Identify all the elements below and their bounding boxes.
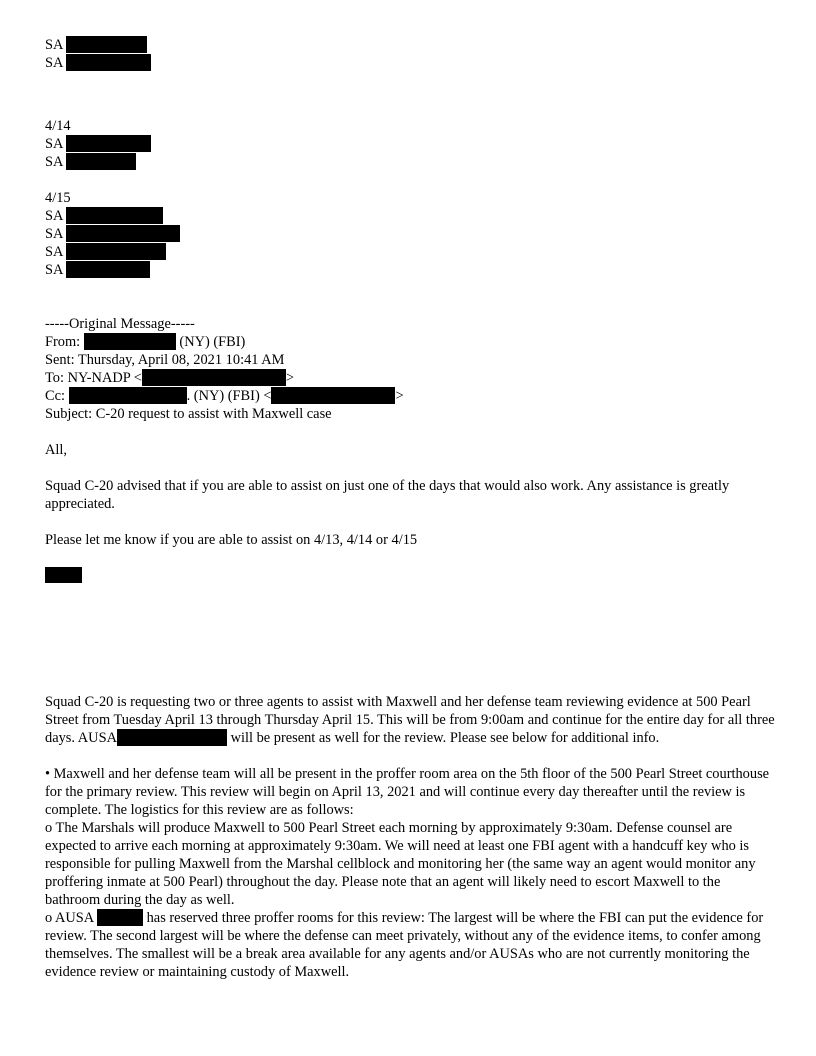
redaction-block	[66, 36, 147, 53]
redaction-block	[69, 387, 187, 404]
subject-line: Subject: C-20 request to assist with Maxwell case	[45, 406, 332, 422]
sub-item-rooms	[45, 909, 775, 981]
group-date: 4/15	[45, 190, 71, 206]
agent-group-1	[45, 36, 775, 72]
sub2-text-a: o AUSA	[45, 910, 94, 926]
agent-label: SA	[45, 154, 63, 170]
from-label: From:	[45, 334, 81, 350]
redaction-block	[66, 243, 166, 260]
redaction-block	[271, 387, 395, 404]
redaction-block	[66, 153, 136, 170]
email-header	[45, 315, 775, 423]
redaction-block	[97, 909, 143, 926]
paragraph-assist: Squad C-20 advised that if you are able to assist on just one of the days that would also work. Any assistance is greatly appreciated.	[45, 478, 730, 512]
redaction-block	[66, 261, 150, 278]
original-message-separator: -----Original Message-----	[45, 316, 195, 332]
agent-label: SA	[45, 37, 63, 53]
cc-label: Cc:	[45, 388, 65, 404]
document-page	[45, 36, 775, 981]
redaction-block	[117, 729, 227, 746]
redaction-block	[66, 135, 151, 152]
request-text-a: Squad C-20 is requesting two or three agents to assist with Maxwell and her defense team reviewing evidence at 500 Pearl Street from Tuesday April 13 through Thursday April 15. This will be from 9:00am and continue for the entire day for all three days. AUSA	[45, 694, 775, 746]
agent-label: SA	[45, 55, 63, 71]
sub-item-marshals: o The Marshals will produce Maxwell to 500 Pearl Street each morning by approximately 9:30am. Defense counsel are expected to arrive each morning at approximately 9:30am. We will need at least one FBI agent with a handcuff key who is responsible for pulling Maxwell from the Marshal cellblock and monitoring her (the same way an agent would monitor any proffering inmate at 500 Pearl) throughout the day. Please note that an agent will likely need to escort Maxwell to the bathroom during the day as well.	[45, 820, 756, 908]
bullet-primary-review: • Maxwell and her defense team will all be present in the proffer room area on the 5th floor of the 500 Pearl Street courthouse for the primary review. This review will begin on April 13, 2021 and will continue every day thereafter until the review is complete. The logistics for this review are as follows:	[45, 766, 770, 818]
redaction-block	[84, 333, 176, 350]
agent-label: SA	[45, 262, 63, 278]
cc-close: >	[395, 388, 404, 404]
redaction-block	[66, 225, 180, 242]
group-date: 4/14	[45, 118, 71, 134]
signature-redaction	[45, 567, 82, 583]
agent-group-2	[45, 117, 775, 171]
agent-label: SA	[45, 244, 63, 260]
to-close: >	[285, 370, 295, 386]
redaction-block	[66, 207, 163, 224]
redaction-block	[66, 54, 151, 71]
paragraph-dates: Please let me know if you are able to assist on 4/13, 4/14 or 4/15	[45, 532, 418, 548]
sub2-text-b: has reserved three proffer rooms for this review: The largest will be where the FBI can put the evidence for review. The second largest will be where the defense can meet privately, without any of the evidence items, to confer among themselves. The smallest will be a break area available for any agents and/or AUSAs who are not currently monitoring the evidence review or maintaining custody of Maxwell.	[45, 910, 764, 980]
cc-suffix: . (NY) (FBI) <	[186, 388, 272, 404]
agent-label: SA	[45, 226, 63, 242]
greeting: All,	[45, 442, 67, 458]
from-suffix: (NY) (FBI)	[179, 334, 246, 350]
to-label: To: NY-NADP <	[45, 370, 142, 386]
request-text-b: will be present as well for the review. Please see below for additional info.	[230, 730, 660, 746]
sent-line: Sent: Thursday, April 08, 2021 10:41 AM	[45, 352, 285, 368]
agent-group-3	[45, 189, 775, 279]
agent-label: SA	[45, 136, 63, 152]
agent-label: SA	[45, 208, 63, 224]
paragraph-request	[45, 693, 775, 747]
redaction-block	[142, 369, 286, 386]
